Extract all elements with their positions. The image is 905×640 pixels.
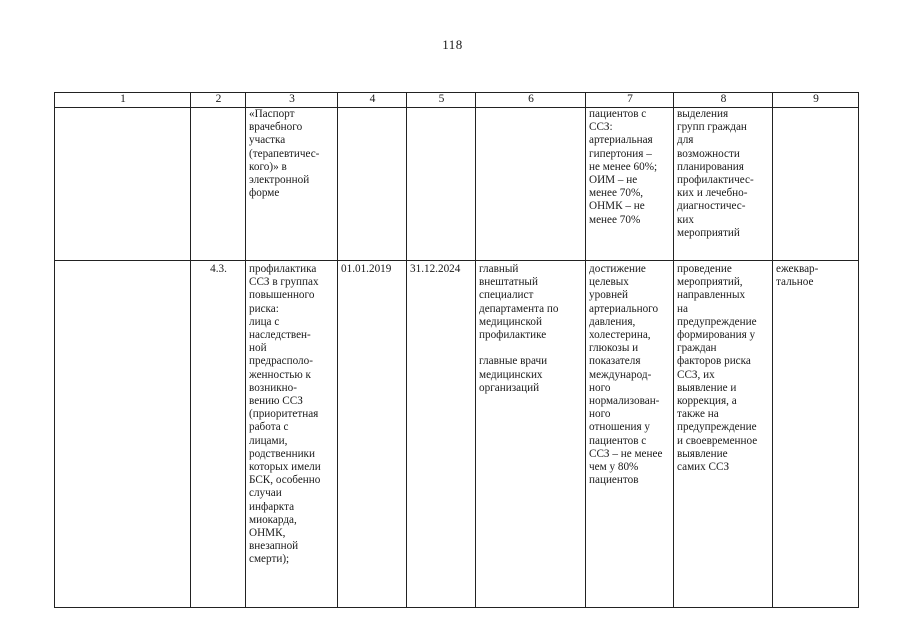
table-cell: [338, 108, 407, 261]
responsible-persons: главный внештатный специалист департамента по медицинской профилактике главные врачи медицинских организаций: [479, 263, 559, 394]
column-header: 9: [773, 93, 859, 108]
table-cell: [407, 261, 476, 608]
column-header: 1: [55, 93, 191, 108]
column-header: 6: [476, 93, 586, 108]
end-date: 31.12.2024: [410, 263, 461, 275]
column-header: 7: [586, 93, 674, 108]
expected-result: выделения групп граждан для возможности планирования профилактичес- ких и лечебно- диагностичес- ких мероприятий: [677, 108, 754, 239]
activity-description: профилактика ССЗ в группах повышенного риска: лица с наследствен- ной предрасполо- женностью к возникно- вению ССЗ (приоритетная работа с лицами, родственники которых имели БСК, особенно случаи инфаркта миокарда, ОНМК, внезапной смерти);: [249, 263, 321, 566]
item-number: 4.3.: [210, 263, 227, 275]
page-number: 118: [442, 37, 463, 52]
table-cell: [476, 261, 586, 608]
frequency: ежеквар- тальное: [776, 263, 819, 289]
table-cell: [476, 108, 586, 261]
column-header: 2: [191, 93, 246, 108]
column-header: 3: [246, 93, 338, 108]
table-cell: [191, 108, 246, 261]
target-indicator: достижение целевых уровней артериального давления, холестерина, глюкозы и показателя международ- ного нормализован- ного отношения у пациентов с ССЗ – не менее чем у 80% пациентов: [589, 263, 663, 487]
table-cell: [674, 108, 773, 261]
table-cell: [246, 261, 338, 608]
column-header: 5: [407, 93, 476, 108]
column-number-row: [55, 93, 859, 108]
table-cell: [246, 108, 338, 261]
table-cell: [674, 261, 773, 608]
column-header: 8: [674, 93, 773, 108]
table-row: [55, 108, 859, 261]
column-header: 4: [338, 93, 407, 108]
table-cell: [586, 261, 674, 608]
table-row: [55, 261, 859, 608]
table-cell: [338, 261, 407, 608]
table-cell: [407, 108, 476, 261]
expected-result: проведение мероприятий, направленных на предупреждение формирования у граждан факторов риска ССЗ, их выявление и коррекция, а также на предупреждение и своевременное выявление самих ССЗ: [677, 263, 758, 474]
activity-description: «Паспорт врачебного участка (терапевтичес- кого)» в электронной форме: [249, 108, 320, 200]
table-cell: [55, 108, 191, 261]
table-cell: [191, 261, 246, 608]
table-cell: [586, 108, 674, 261]
start-date: 01.01.2019: [341, 263, 392, 275]
table-cell: [55, 261, 191, 608]
activities-table: [54, 92, 859, 608]
table-cell: [773, 108, 859, 261]
table-cell: [773, 261, 859, 608]
target-indicator: пациентов с ССЗ: артериальная гипертония – не менее 60%; ОИМ – не менее 70%, ОНМК – не менее 70%: [589, 108, 658, 226]
